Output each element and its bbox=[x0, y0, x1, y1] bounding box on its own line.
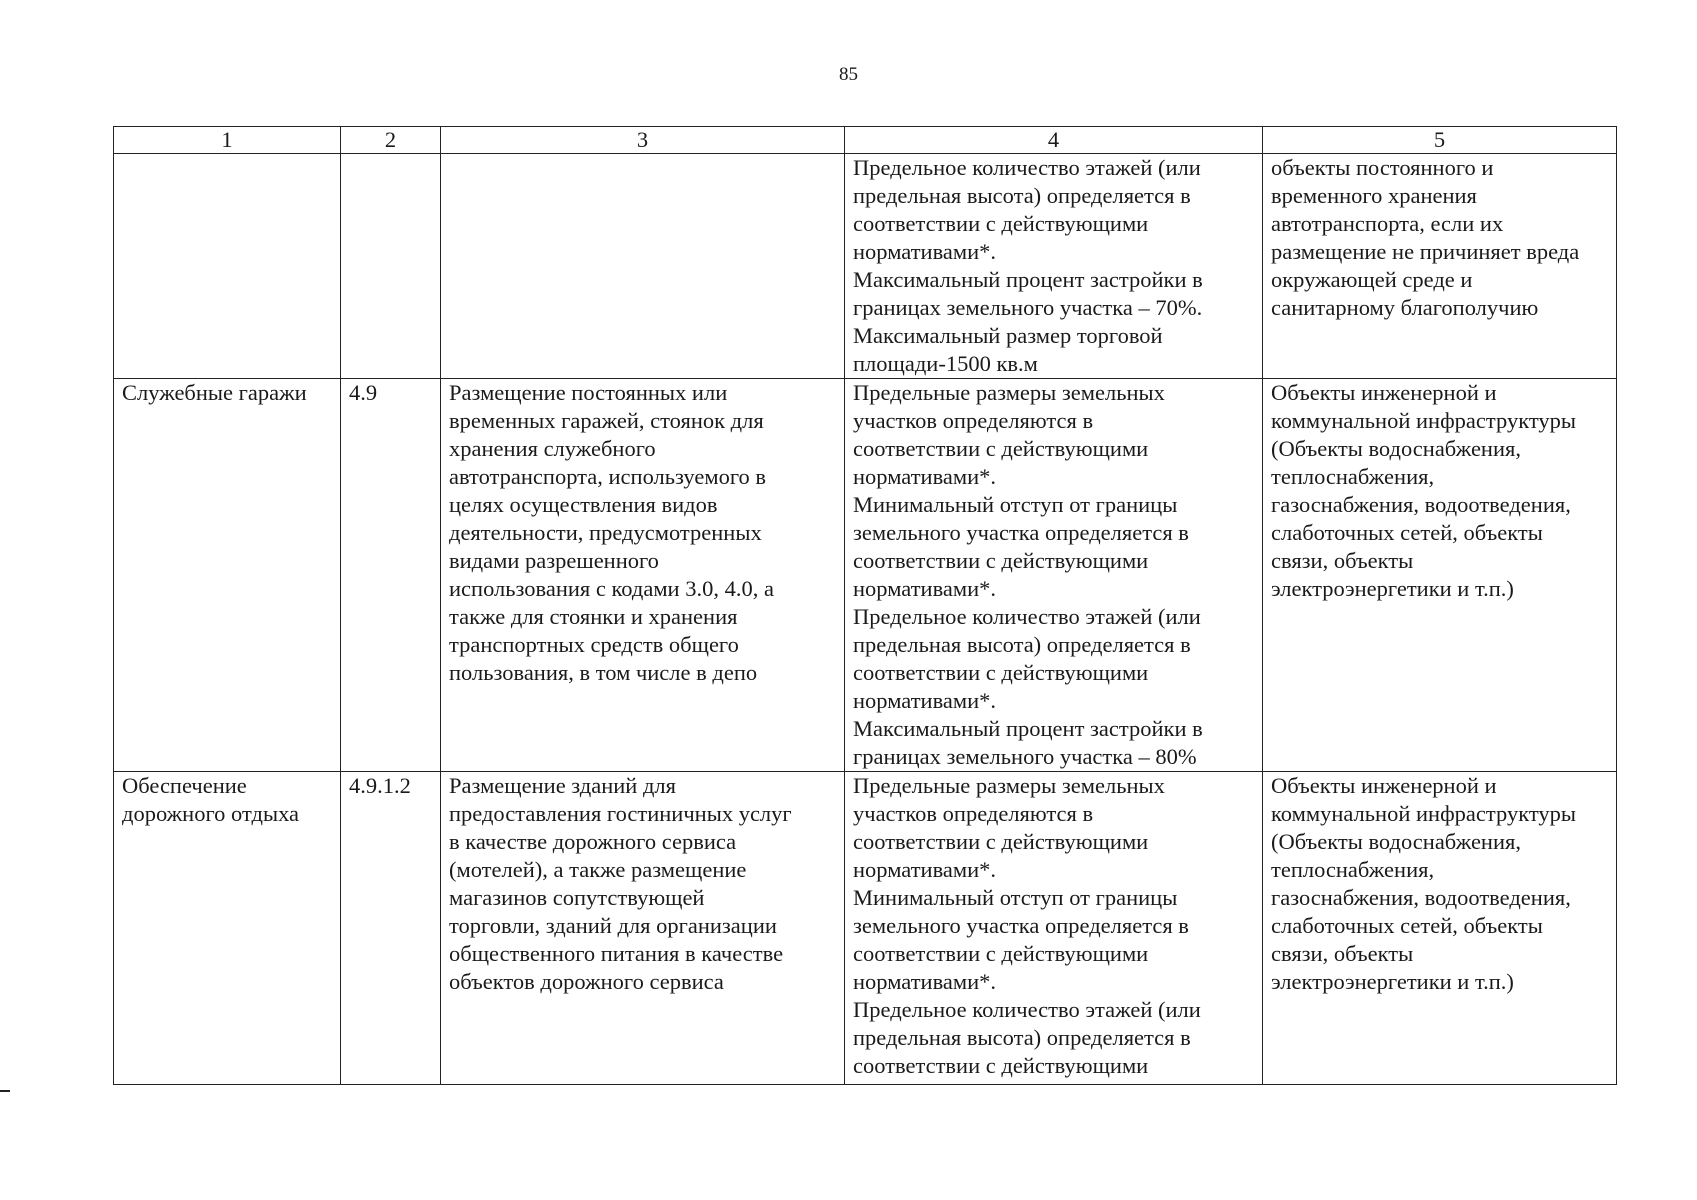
text-line: нормативами*. bbox=[853, 464, 997, 489]
text-line: теплоснабжения, bbox=[1271, 857, 1435, 882]
text-line: предоставления гостиничных услуг bbox=[449, 801, 792, 826]
text-line: земельного участка определяется в bbox=[853, 913, 1189, 938]
text-line: нормативами*. bbox=[853, 239, 997, 264]
text-line: временного хранения bbox=[1271, 183, 1477, 208]
auxiliary-uses-cell bbox=[1263, 772, 1617, 1085]
text-line: также для стоянки и хранения bbox=[449, 604, 738, 629]
text-line: автотранспорта, используемого в bbox=[449, 464, 767, 489]
text-line: нормативами*. bbox=[853, 688, 997, 713]
text-line: в качестве дорожного сервиса bbox=[449, 829, 737, 854]
auxiliary-uses-cell bbox=[1263, 154, 1617, 379]
text-line: объектов дорожного сервиса bbox=[449, 969, 724, 994]
use-name-cell: Обеспечение дорожного отдыха bbox=[114, 772, 341, 1085]
land-use-table bbox=[113, 126, 1617, 1085]
text-line: соответствии с действующими bbox=[853, 436, 1149, 461]
text-line: теплоснабжения, bbox=[1271, 464, 1435, 489]
text-line: Максимальный процент застройки в bbox=[853, 267, 1203, 292]
text-line: объекты постоянного и bbox=[1271, 155, 1494, 180]
text-line: окружающей среде и bbox=[1271, 267, 1473, 292]
text-line: целях осуществления видов bbox=[449, 492, 718, 517]
text-line: Предельные размеры земельных bbox=[853, 380, 1165, 405]
use-code-cell: 4.9 bbox=[341, 379, 441, 772]
use-name-cell bbox=[114, 154, 341, 379]
text-line: участков определяются в bbox=[853, 408, 1094, 433]
column-header-1: 1 bbox=[114, 127, 341, 154]
text-line: хранения служебного bbox=[449, 436, 656, 461]
use-description-cell bbox=[441, 772, 845, 1085]
text-line: Предельные размеры земельных bbox=[853, 773, 1165, 798]
text-line: Размещение зданий для bbox=[449, 773, 676, 798]
text-line: общественного питания в качестве bbox=[449, 941, 784, 966]
text-line: соответствии с действующими bbox=[853, 211, 1149, 236]
text-line: предельная высота) определяется в bbox=[853, 632, 1191, 657]
column-header-2: 2 bbox=[341, 127, 441, 154]
text-line: нормативами*. bbox=[853, 969, 997, 994]
text-line: границах земельного участка – 80% bbox=[853, 744, 1197, 769]
column-header-3: 3 bbox=[441, 127, 845, 154]
text-line: видами разрешенного bbox=[449, 548, 659, 573]
text-line: земельного участка определяется в bbox=[853, 520, 1189, 545]
text-line: предельная высота) определяется в bbox=[853, 183, 1191, 208]
text-line: площади-1500 кв.м bbox=[853, 351, 1038, 376]
text-line: предельная высота) определяется в bbox=[853, 1025, 1191, 1050]
text-line: Предельное количество этажей (или bbox=[853, 604, 1201, 629]
text-line: (Объекты водоснабжения, bbox=[1271, 436, 1521, 461]
text-line: использования с кодами 3.0, 4.0, а bbox=[449, 576, 774, 601]
text-line: газоснабжения, водоотведения, bbox=[1271, 492, 1571, 517]
text-line: коммунальной инфраструктуры bbox=[1271, 408, 1576, 433]
text-line: границах земельного участка – 70%. bbox=[853, 295, 1203, 320]
text-line: нормативами*. bbox=[853, 576, 997, 601]
margin-mark bbox=[0, 1090, 10, 1092]
text-line: соответствии с действующими bbox=[853, 660, 1149, 685]
table-row bbox=[114, 772, 1617, 1085]
text-line: деятельности, предусмотренных bbox=[449, 520, 762, 545]
text-line: транспортных средств общего bbox=[449, 632, 739, 657]
text-line: Максимальный размер торговой bbox=[853, 323, 1163, 348]
text-line: электроэнергетики и т.п.) bbox=[1271, 576, 1514, 601]
text-line: (Объекты водоснабжения, bbox=[1271, 829, 1521, 854]
text-line: Минимальный отступ от границы bbox=[853, 885, 1178, 910]
text-line: Объекты инженерной и bbox=[1271, 773, 1497, 798]
text-line: временных гаражей, стоянок для bbox=[449, 408, 764, 433]
parameters-cell bbox=[845, 379, 1263, 772]
text-line: участков определяются в bbox=[853, 801, 1094, 826]
parameters-cell bbox=[845, 772, 1263, 1085]
text-line: торговли, зданий для организации bbox=[449, 913, 777, 938]
text-line: пользования, в том числе в депо bbox=[449, 660, 758, 685]
use-description-cell bbox=[441, 379, 845, 772]
text-line: автотранспорта, если их bbox=[1271, 211, 1504, 236]
text-line: соответствии с действующими bbox=[853, 1053, 1149, 1078]
column-header-5: 5 bbox=[1263, 127, 1617, 154]
text-line: электроэнергетики и т.п.) bbox=[1271, 969, 1514, 994]
text-line: соответствии с действующими bbox=[853, 941, 1149, 966]
use-description-cell bbox=[441, 154, 845, 379]
use-code-cell: 4.9.1.2 bbox=[341, 772, 441, 1085]
page-number: 85 bbox=[839, 64, 858, 85]
text-line: коммунальной инфраструктуры bbox=[1271, 801, 1576, 826]
text-line: соответствии с действующими bbox=[853, 829, 1149, 854]
text-line: связи, объекты bbox=[1271, 548, 1414, 573]
text-line: Минимальный отступ от границы bbox=[853, 492, 1178, 517]
text-line: магазинов сопутствующей bbox=[449, 885, 705, 910]
text-line: Объекты инженерной и bbox=[1271, 380, 1497, 405]
text-line: газоснабжения, водоотведения, bbox=[1271, 885, 1571, 910]
use-code-cell bbox=[341, 154, 441, 379]
text-line: слаботочных сетей, объекты bbox=[1271, 520, 1543, 545]
text-line: Максимальный процент застройки в bbox=[853, 716, 1203, 741]
text-line: Размещение постоянных или bbox=[449, 380, 728, 405]
text-line: нормативами*. bbox=[853, 857, 997, 882]
text-line: (мотелей), а также размещение bbox=[449, 857, 747, 882]
parameters-cell bbox=[845, 154, 1263, 379]
text-line: Предельное количество этажей (или bbox=[853, 155, 1201, 180]
text-line: размещение не причиняет вреда bbox=[1271, 239, 1580, 264]
table-row bbox=[114, 154, 1617, 379]
text-line: связи, объекты bbox=[1271, 941, 1414, 966]
use-name-cell: Служебные гаражи bbox=[114, 379, 341, 772]
table-row bbox=[114, 379, 1617, 772]
text-line: слаботочных сетей, объекты bbox=[1271, 913, 1543, 938]
text-line: соответствии с действующими bbox=[853, 548, 1149, 573]
text-line: Предельное количество этажей (или bbox=[853, 997, 1201, 1022]
header-row bbox=[114, 127, 1617, 154]
column-header-4: 4 bbox=[845, 127, 1263, 154]
auxiliary-uses-cell bbox=[1263, 379, 1617, 772]
text-line: санитарному благополучию bbox=[1271, 295, 1539, 320]
